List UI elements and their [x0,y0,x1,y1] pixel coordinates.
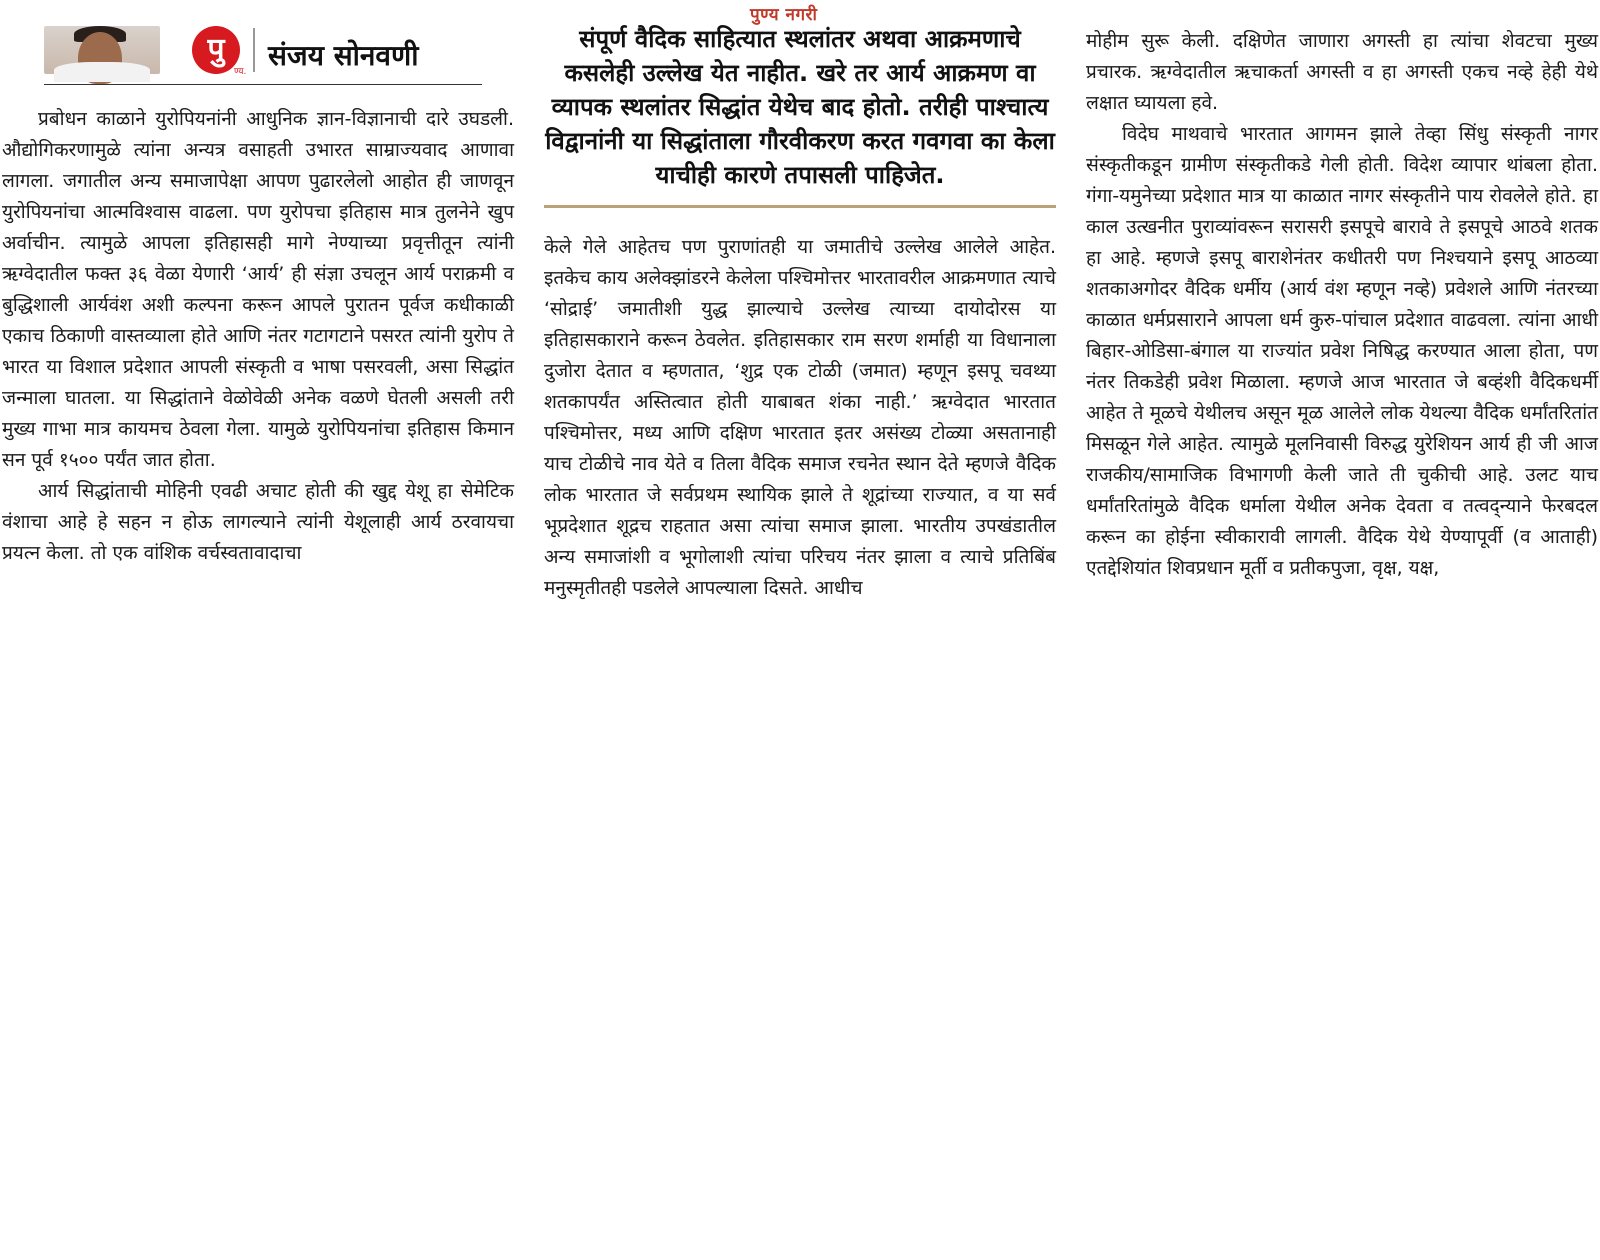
paragraph: केले गेले आहेतच पण पुराणांतही या जमातीचे उल्लेख आलेले आहेत. इतकेच काय अलेक्झांडरने केलेला पश्चिमोत्तर भारतावरील आक्रमणात त्याचे ‘सोद्राई’ जमातीशी युद्ध झाल्याचे उल्लेख त्याच्या दायोदोरस या इतिहासकाराने करून ठेवलेत. इतिहासकार राम सरण शर्माही या विधानाला दुजोरा देतात व म्हणतात, ‘शुद्र एक टोळी (जमात) म्हणून इसपू चवथ्या शतकापर्यंत अस्तित्वात होती याबाबत शंका नाही.’ ऋग्वेदात भारतात पश्चिमोत्तर, मध्य आणि दक्षिण भारतात इतर असंख्य टोळ्या असतानाही याच टोळीचे नाव येते व तिला वैदिक समाज रचनेत स्थान देते म्हणजे वैदिक लोक भारतात जे सर्वप्रथम स्थायिक झाले ते शूद्रांच्या राज्यात, व या सर्व भूप्रदेशात शूद्रच राहतात असा त्यांचा समाज झाला. भारतीय उपखंडातील अन्य समाजांशी व भूगोलाशी त्यांचा परिचय नंतर झाला व त्याचे प्रतिबिंब मनुस्मृतीतही पडलेले आपल्याला दिसते. आधीच [544,236,1056,599]
pull-quote [544,22,1056,192]
pull-quote-text: संपूर्ण वैदिक साहित्यात स्थलांतर अथवा आक्रमणाचे कसलेही उल्लेख येत नाहीत. खरे तर आर्य आक्रमण वा व्यापक स्थलांतर सिद्धांत येथेच बाद होतो. तरीही पाश्चात्य विद्वानांनी या सिद्धांताला गौरवीकरण करत गवगवा का केला याचीही कारणे तपासली पाहिजेत. [545,25,1055,189]
column-left [2,0,514,564]
byline [2,0,514,98]
publication-logo-icon: पु [192,26,240,74]
pull-quote-rule [544,205,1056,208]
author-name: संजय सोनवणी [268,39,419,72]
byline-rule [44,84,482,85]
paragraph: विदेघ माथवाचे भारतात आगमन झाले तेव्हा सिंधु संस्कृती नागर संस्कृतीकडून ग्रामीण संस्कृतीकडे गेली होती. विदेश व्यापार थांबला होता. गंगा-यमुनेच्या प्रदेशात मात्र या काळात नागर संस्कृतीने पाय रोवलेले होते. हा काल उत्खनीत पुराव्यांवरून सरासरी इसपूचे बारावे ते इसपूचे आठवे शतक हा आहे. म्हणजे इसपू बाराशेनंतर कधीतरी पण निश्चयाने इसपू आठव्या शतकाअगोदर वैदिक धर्मीय (आर्य वंश म्हणून नव्हे) प्रवेशले आणि नंतरच्या काळात धर्मप्रसाराने आपला धर्म कुरु-पांचाल प्रदेशात वाढवला. त्यांना आधी बिहार-ओडिसा-बंगाल या राज्यांत प्रवेश निषिद्ध करण्यात आला होता, पण नंतर तिकडेही प्रवेश मिळाला. म्हणजे आज भारतात जे बव्हंशी वैदिकधर्मी आहेत ते मूळचे येथीलच असून मूळ आलेले लोक येथल्या वैदिक धर्मांतरितांत मिसळून गेले आहेत. त्यामुळे मूलनिवासी विरुद्ध युरेशियन आर्य ही जी आज राजकीय/सामाजिक विभागणी केली जाते ती चुकीची आहे. उलट याच धर्मांतरितांमुळे वैदिक धर्माला येथील अनेक देवता व तत्वद्न्याने फेरबदल करून का होईना स्वीकारावी लागली. वैदिक येथे येण्यापूर्वी (व आताही) एतद्देशियांत शिवप्रधान मूर्ती व प्रतीकपुजा, वृक्ष, यक्ष, [1086,123,1598,579]
byline-divider [253,28,255,72]
column-right-text [1086,26,1598,584]
publication-logo-sub: ण्य. [234,67,247,77]
author-photo-collar [54,62,150,82]
column-left-text [2,104,514,569]
paragraph: आर्य सिद्धांताची मोहिनी एवढी अचाट होती की खुद्द येशू हा सेमेटिक वंशाचा आहे हे सहन न होऊ लागल्याने त्यांनी येशूलाही आर्य ठरवायचा प्रयत्न केला. तो एक वांशिक वर्चस्वतावादाचा [2,480,514,564]
article-clipping [0,0,1600,599]
author-photo [44,26,160,74]
paragraph: प्रबोधन काळाने युरोपियनांनी आधुनिक ज्ञान-विज्ञानाची दारे उघडली. औद्योगिकरणामुळे त्यांना अन्यत्र वसाहती उभारत साम्राज्यवाद आणावा लागला. जगातील अन्य समाजापेक्षा आपण पुढारलेलो आहोत ही जाणवून युरोपियनांचा आत्मविश्वास वाढला. पण युरोपचा इतिहास मात्र तुलनेने खुप अर्वाचीन. त्यामुळे आपला इतिहासही मागे नेण्याच्या प्रवृत्तीतून त्यांनी ऋग्वेदातील फक्त ३६ वेळा येणारी ‘आर्य’ ही संज्ञा उचलून आर्य पराक्रमी व बुद्धिशाली आर्यवंश अशी कल्पना करून आपले पुरातन पूर्वज कधीकाळी एकाच ठिकाणी वास्तव्याला होते आणि नंतर गटागटाने पसरत त्यांनी युरोप ते भारत या विशाल प्रदेशात आपली संस्कृती व भाषा पसरवली, असा सिद्धांत जन्माला घातला. या सिद्धांताने वेळोवेळी अनेक वळणे घेतली असली तरी मुख्य गाभा मात्र कायमच ठेवला गेला. यामुळे युरोपियनांचा इतिहास किमान सन पूर्व १५०० पर्यंत जात होता. [2,108,514,471]
paragraph: मोहीम सुरू केली. दक्षिणेत जाणारा अगस्ती हा त्यांचा शेवटचा मुख्य प्रचारक. ऋग्वेदातील ऋचाकर्ता अगस्ती व हा अगस्ती एकच नव्हे हेही येथे लक्षात घ्यायला हवे. [1086,30,1598,114]
column-middle-text [544,232,1056,604]
masthead-logo: पुण्य नगरी [750,5,818,25]
